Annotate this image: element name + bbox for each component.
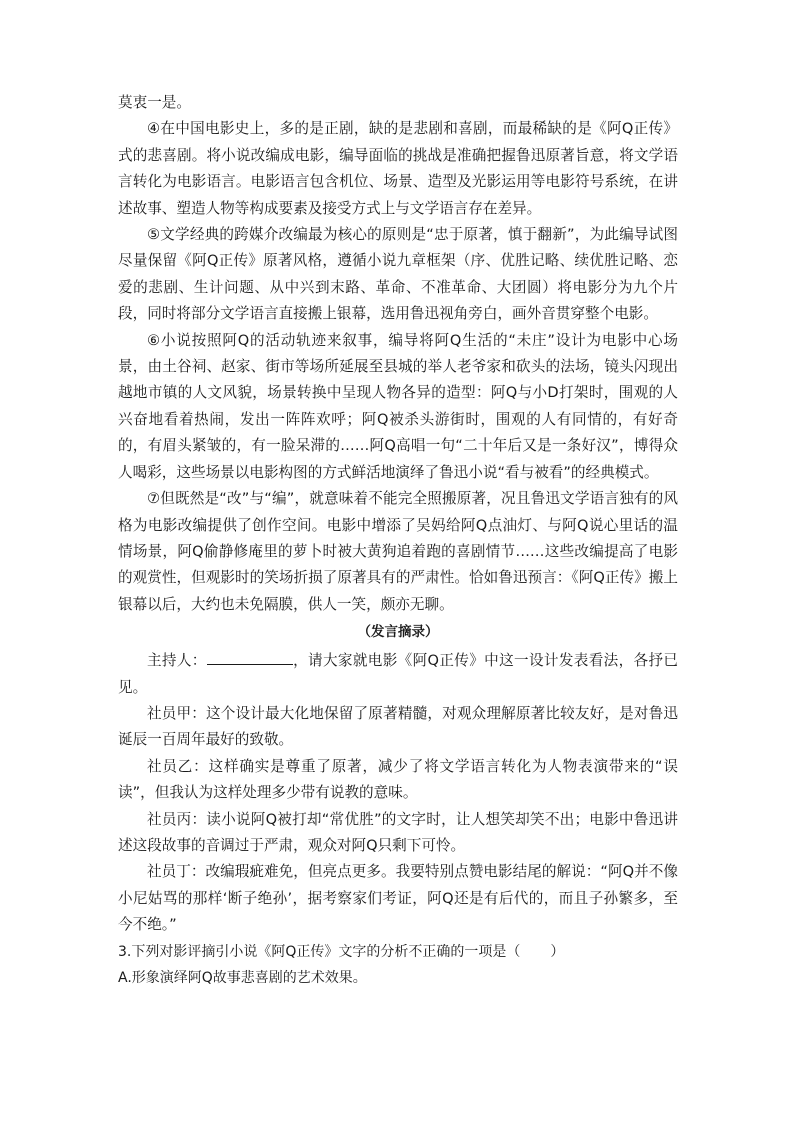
document-page xyxy=(118,90,678,992)
host-prefix: 主持人： xyxy=(147,652,207,670)
member-a-line: 社员甲：这个设计最大化地保留了原著精髓，对观众理解原著比较友好，是对鲁迅诞辰一百周年最好的致敬。 xyxy=(118,704,678,749)
paragraph-continued: 莫衷一是。 xyxy=(118,94,191,111)
question-stem-text: 3.下列对影评摘引小说《阿Q正传》文字的分析不正确的一项是（ xyxy=(118,943,521,960)
paragraph-4: ④在中国电影史上，多的是正剧，缺的是悲剧和喜剧，而最稀缺的是《阿Q正传》式的悲喜剧。将小说改编成电影，编导面临的挑战是准确把握鲁迅原著旨意，将文学语言转化为电影语言。电影语言包含机位、场景、造型及光影运用等电影符号系统，在讲述故事、塑造人物等构成要素及接受方式上与文学语言存在差异。 xyxy=(118,120,678,217)
question-option-a: A.形象演绎阿Q故事悲喜剧的艺术效果。 xyxy=(118,970,367,987)
answer-blank[interactable] xyxy=(207,650,293,665)
host-suffix: ，请大家就电影《阿Q正传》中这一设计发表看法，各抒已见。 xyxy=(118,652,678,696)
question-stem xyxy=(118,939,678,966)
member-d-line: 社员丁：改编瑕疵难免，但亮点更多。我要特别点赞电影结尾的解说：“阿Q并不像小尼姑骂的那样‘断子绝孙’，据考察家们考证，阿Q还是有后代的，而且子孙繁多，至今不绝。” xyxy=(118,863,678,934)
host-line xyxy=(118,648,678,701)
paragraph-6: ⑥小说按照阿Q的活动轨迹来叙事，编导将阿Q生活的“未庄”设计为电影中心场景，由土谷祠、赵家、街市等场所延展至县城的举人老爷家和砍头的法场，镜头闪现出越地市镇的人文风貌，场景转换中呈现人物各异的造型：阿Q与小D打架时，围观的人兴奋地看着热闹，发出一阵阵欢呼；阿Q被杀头游街时，围观的人有同情的，有好奇的，有眉头紧皱的，有一脸呆滞的……阿Q高唱一句“二十年后又是一条好汉”，博得众人喝彩，这些场景以电影构图的方式鲜活地演绎了鲁迅小说“看与被看”的经典模式。 xyxy=(118,331,678,481)
member-c-line: 社员丙：读小说阿Q被打却“常优胜”的文字时，让人想笑却笑不出；电影中鲁迅讲述这段故事的音调过于严肃，观众对阿Q只剩下可怜。 xyxy=(118,810,678,854)
paragraph-7: ⑦但既然是“改”与“编”，就意味着不能完全照搬原著，况且鲁迅文学语言独有的风格为电影改编提供了创作空间。电影中增添了吴妈给阿Q点油灯、与阿Q说心里话的温情场景，阿Q偷静修庵里的萝卜时被大黄狗追着跑的喜剧情节……这些改编提高了电影的观赏性，但观影时的笑场折损了原著具有的严肃性。恰如鲁迅预言：《阿Q正传》搬上银幕以后，大约也未免隔膜，供人一笑，颇亦无聊。 xyxy=(118,490,678,613)
section-title: （发言摘录） xyxy=(357,624,439,641)
paragraph-5: ⑤文学经典的跨媒介改编最为核心的原则是“忠于原著，慎于翻新”，为此编导试图尽量保留《阿Q正传》原著风格，遵循小说九章框架（序、优胜记略、续优胜记略、恋爱的悲剧、生计问题、从中兴到末路、革命、不准革命、大团圆）将电影分为九个片段，同时将部分文学语言直接搬上银幕，选用鲁迅视角旁白，画外音贯穿整个电影。 xyxy=(118,226,678,323)
member-b-line: 社员乙：这样确实是尊重了原著，减少了将文学语言转化为人物表演带来的“误读”，但我认为这样处理多少带有说教的意味。 xyxy=(118,757,678,802)
question-stem-end: ） xyxy=(550,943,565,960)
